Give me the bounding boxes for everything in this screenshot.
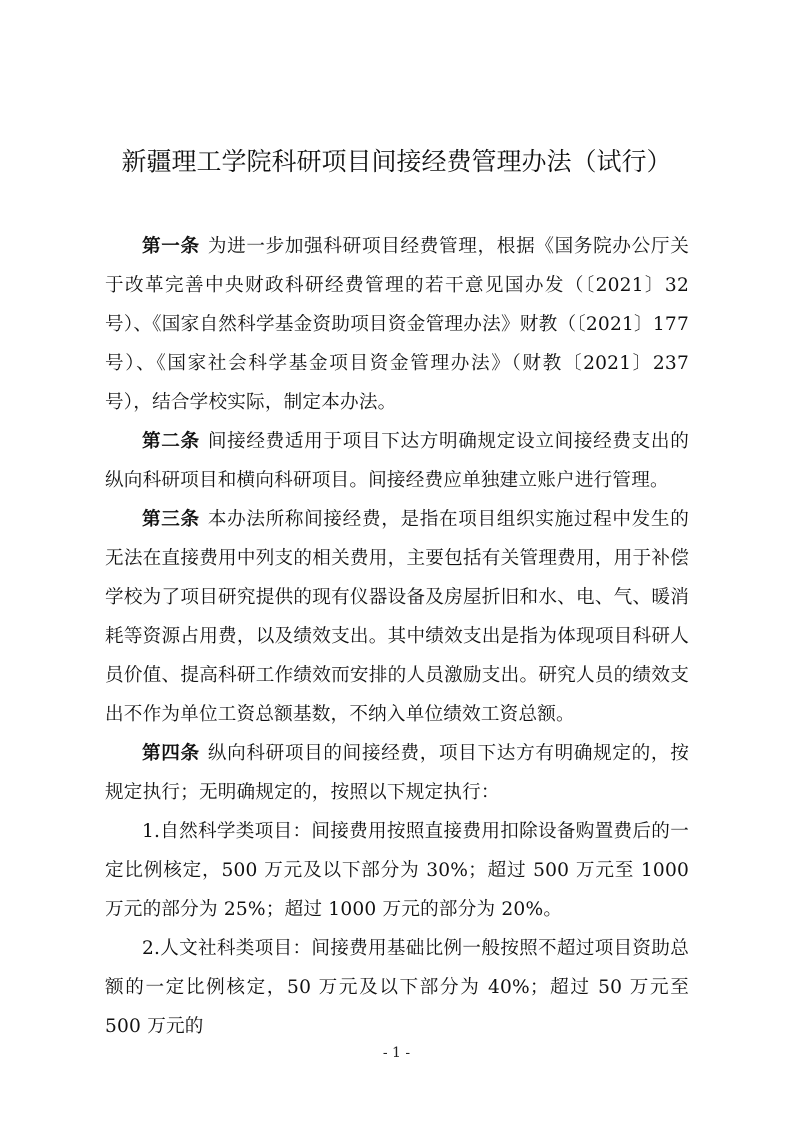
- document-title: 新疆理工学院科研项目间接经费管理办法（试行）: [121, 147, 672, 176]
- page-number: - 1 -: [382, 1045, 411, 1061]
- document-body: [105, 227, 689, 1046]
- article-3-text: 本办法所称间接经费，是指在项目组织实施过程中发生的无法在直接费用中列支的相关费用，主要包括有关管理费用，用于补偿学校为了项目研究提供的现有仪器设备及房屋折旧和水、电、气、暖消耗等资源占用费，以及绩效支出。其中绩效支出是指为体现项目科研人员价值、提高科研工作绩效而安排的人员激励支出。研究人员的绩效支出不作为单位工资总额基数，不纳入单位绩效工资总额。: [105, 509, 689, 725]
- article-2-text: 间接经费适用于项目下达方明确规定设立间接经费支出的纵向科研项目和横向科研项目。间接经费应单独建立账户进行管理。: [105, 431, 689, 491]
- article-2-label: 第二条: [142, 431, 200, 452]
- item-1-paragraph: [105, 812, 689, 929]
- article-1-text: 为进一步加强科研项目经费管理，根据《国务院办公厅关于改革完善中央财政科研经费管理的若干意见国办发（〔2021〕32 号）、《国家自然科学基金资助项目资金管理办法》财教（〔2021〕177 号）、《国家社会科学基金项目资金管理办法》（财教〔2021〕237 号），结合学校实际，制定本办法。: [105, 236, 689, 413]
- item-2-text: 2.人文社科类项目：间接费用基础比例一般按照不超过项目资助总额的一定比例核定，50 万元及以下部分为 40%；超过 50 万元至 500 万元的: [105, 938, 689, 1037]
- article-4-paragraph: [105, 734, 689, 812]
- article-2-paragraph: [105, 422, 689, 500]
- article-1-label: 第一条: [142, 236, 200, 257]
- article-4-text: 纵向科研项目的间接经费，项目下达方有明确规定的，按规定执行；无明确规定的，按照以下规定执行：: [105, 743, 689, 803]
- article-4-label: 第四条: [142, 743, 200, 764]
- item-1-text: 1.自然科学类项目：间接费用按照直接费用扣除设备购置费后的一定比例核定，500 万元及以下部分为 30%；超过 500 万元至 1000 万元的部分为 25%；超过 1000 万元的部分为 20%。: [105, 821, 689, 920]
- article-3-paragraph: [105, 500, 689, 734]
- item-2-paragraph: [105, 929, 689, 1046]
- article-1-paragraph: [105, 227, 689, 422]
- article-3-label: 第三条: [142, 509, 200, 530]
